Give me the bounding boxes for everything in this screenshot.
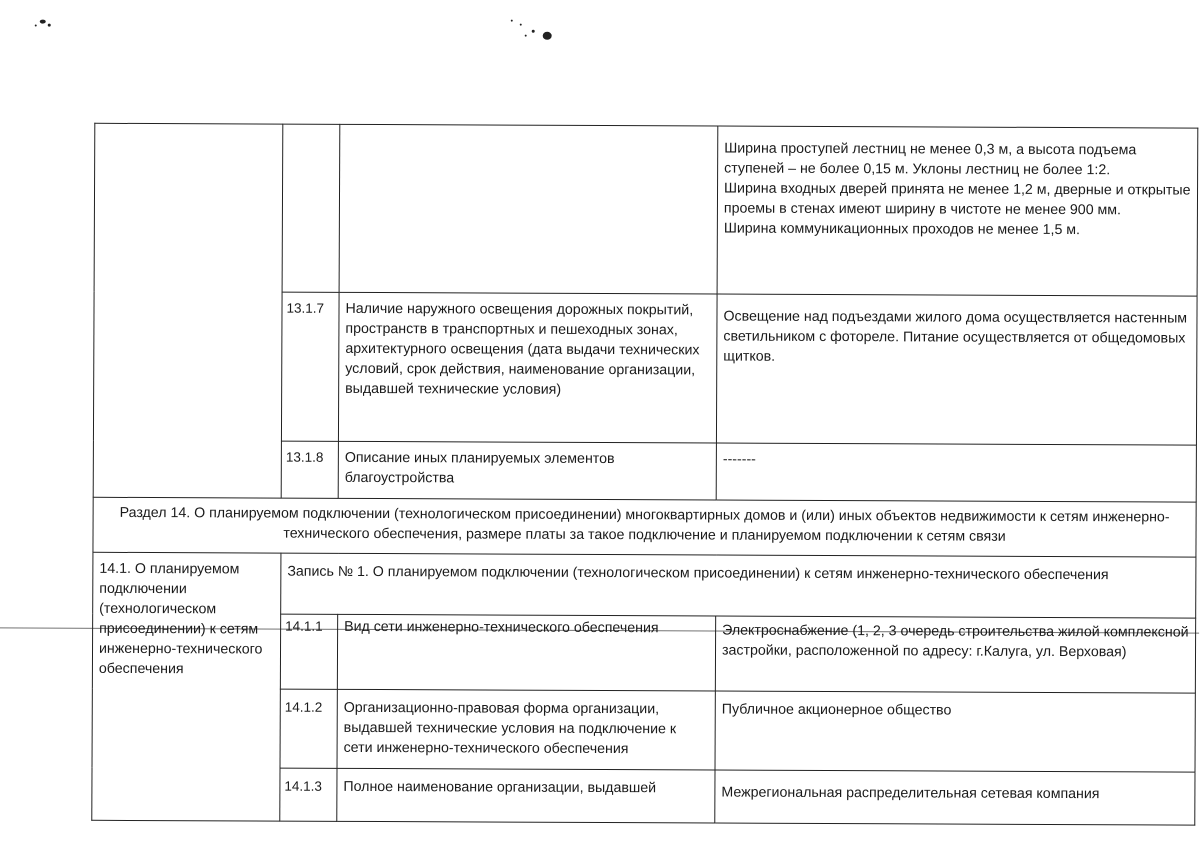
row-description: Описание иных планируемых элементов благоустройства [338,441,716,500]
record-title: Запись № 1. О планируемом подключении (технологическом присоединении) к сетям инженерно-технического обеспечения [281,553,1196,618]
row-value: Публичное акционерное общество [715,691,1195,772]
table-row [93,552,1196,618]
row-description: Полное наименование организации, выдавшей [337,768,715,823]
row-number: 14.1.2 [280,689,337,768]
scan-specks [2,0,1200,3]
row-number: 13.1.7 [281,292,339,441]
declaration-table [91,123,1198,826]
row-description: Наличие наружного освещения дорожных покрытий, пространств в транспортных и пешеходных зонах, архитектурного освещения (дата выдачи технических условий, срок действия, наименование организации, выдавшей технические условия) [338,292,717,443]
stairs-note: Ширина проступей лестниц не менее 0,3 м, а высота подъема ступеней – не более 0,15 м. Уклоны лестниц не более 1:2. [724,140,1137,179]
row-value: Освещение над подъездами жилого дома осуществляется настенным светильником с фотореле. Питание осуществляется от общедомовых щитков. [716,294,1197,445]
row-value: ------- [716,443,1196,502]
row-description: Вид сети инженерно-технического обеспечения [337,614,715,691]
section14-header: Раздел 14. О планируемом подключении (технологическом присоединении) многоквартирных домов и (или) иных объектов недвижимости к сетям инженерно-технического обеспечения, размере платы за такое подключение и планируемом подключении к сетям связи [93,497,1196,557]
row-number: 14.1.1 [280,614,337,689]
doors-note: Ширина входных дверей принята не менее 1,2 м, дверные и открытые проемы в стенах имеют ширину в чистоте не менее 900 мм. [723,180,1191,219]
section-header-row [93,497,1196,557]
row-value: Электроснабжение (1, 2, 3 очередь строительства жилой комплексной застройки, расположенной по адресу: г.Калуга, ул. Верховая) [715,616,1195,693]
subsection-title: 14.1. О планируемом подключении (технологическом присоединении) к сетям инженерно-технического обеспечения [92,552,281,821]
passages-note: Ширина коммуникационных проходов не менее 1,5 м. [723,220,1081,239]
table-row [94,123,1198,296]
section13-left-cell [93,123,283,498]
row-number-cell [282,124,340,292]
row-value: Межрегиональная распределительная сетевая компания [715,770,1195,825]
row-number: 13.1.8 [281,441,338,498]
row-description-cell [339,124,718,294]
row-value-cell [717,126,1198,296]
row-description: Организационно-правовая форма организации, выдавшей технические условия на подключение к сети инженерно-технического обеспечения [337,689,715,770]
row-number: 14.1.3 [280,768,337,821]
